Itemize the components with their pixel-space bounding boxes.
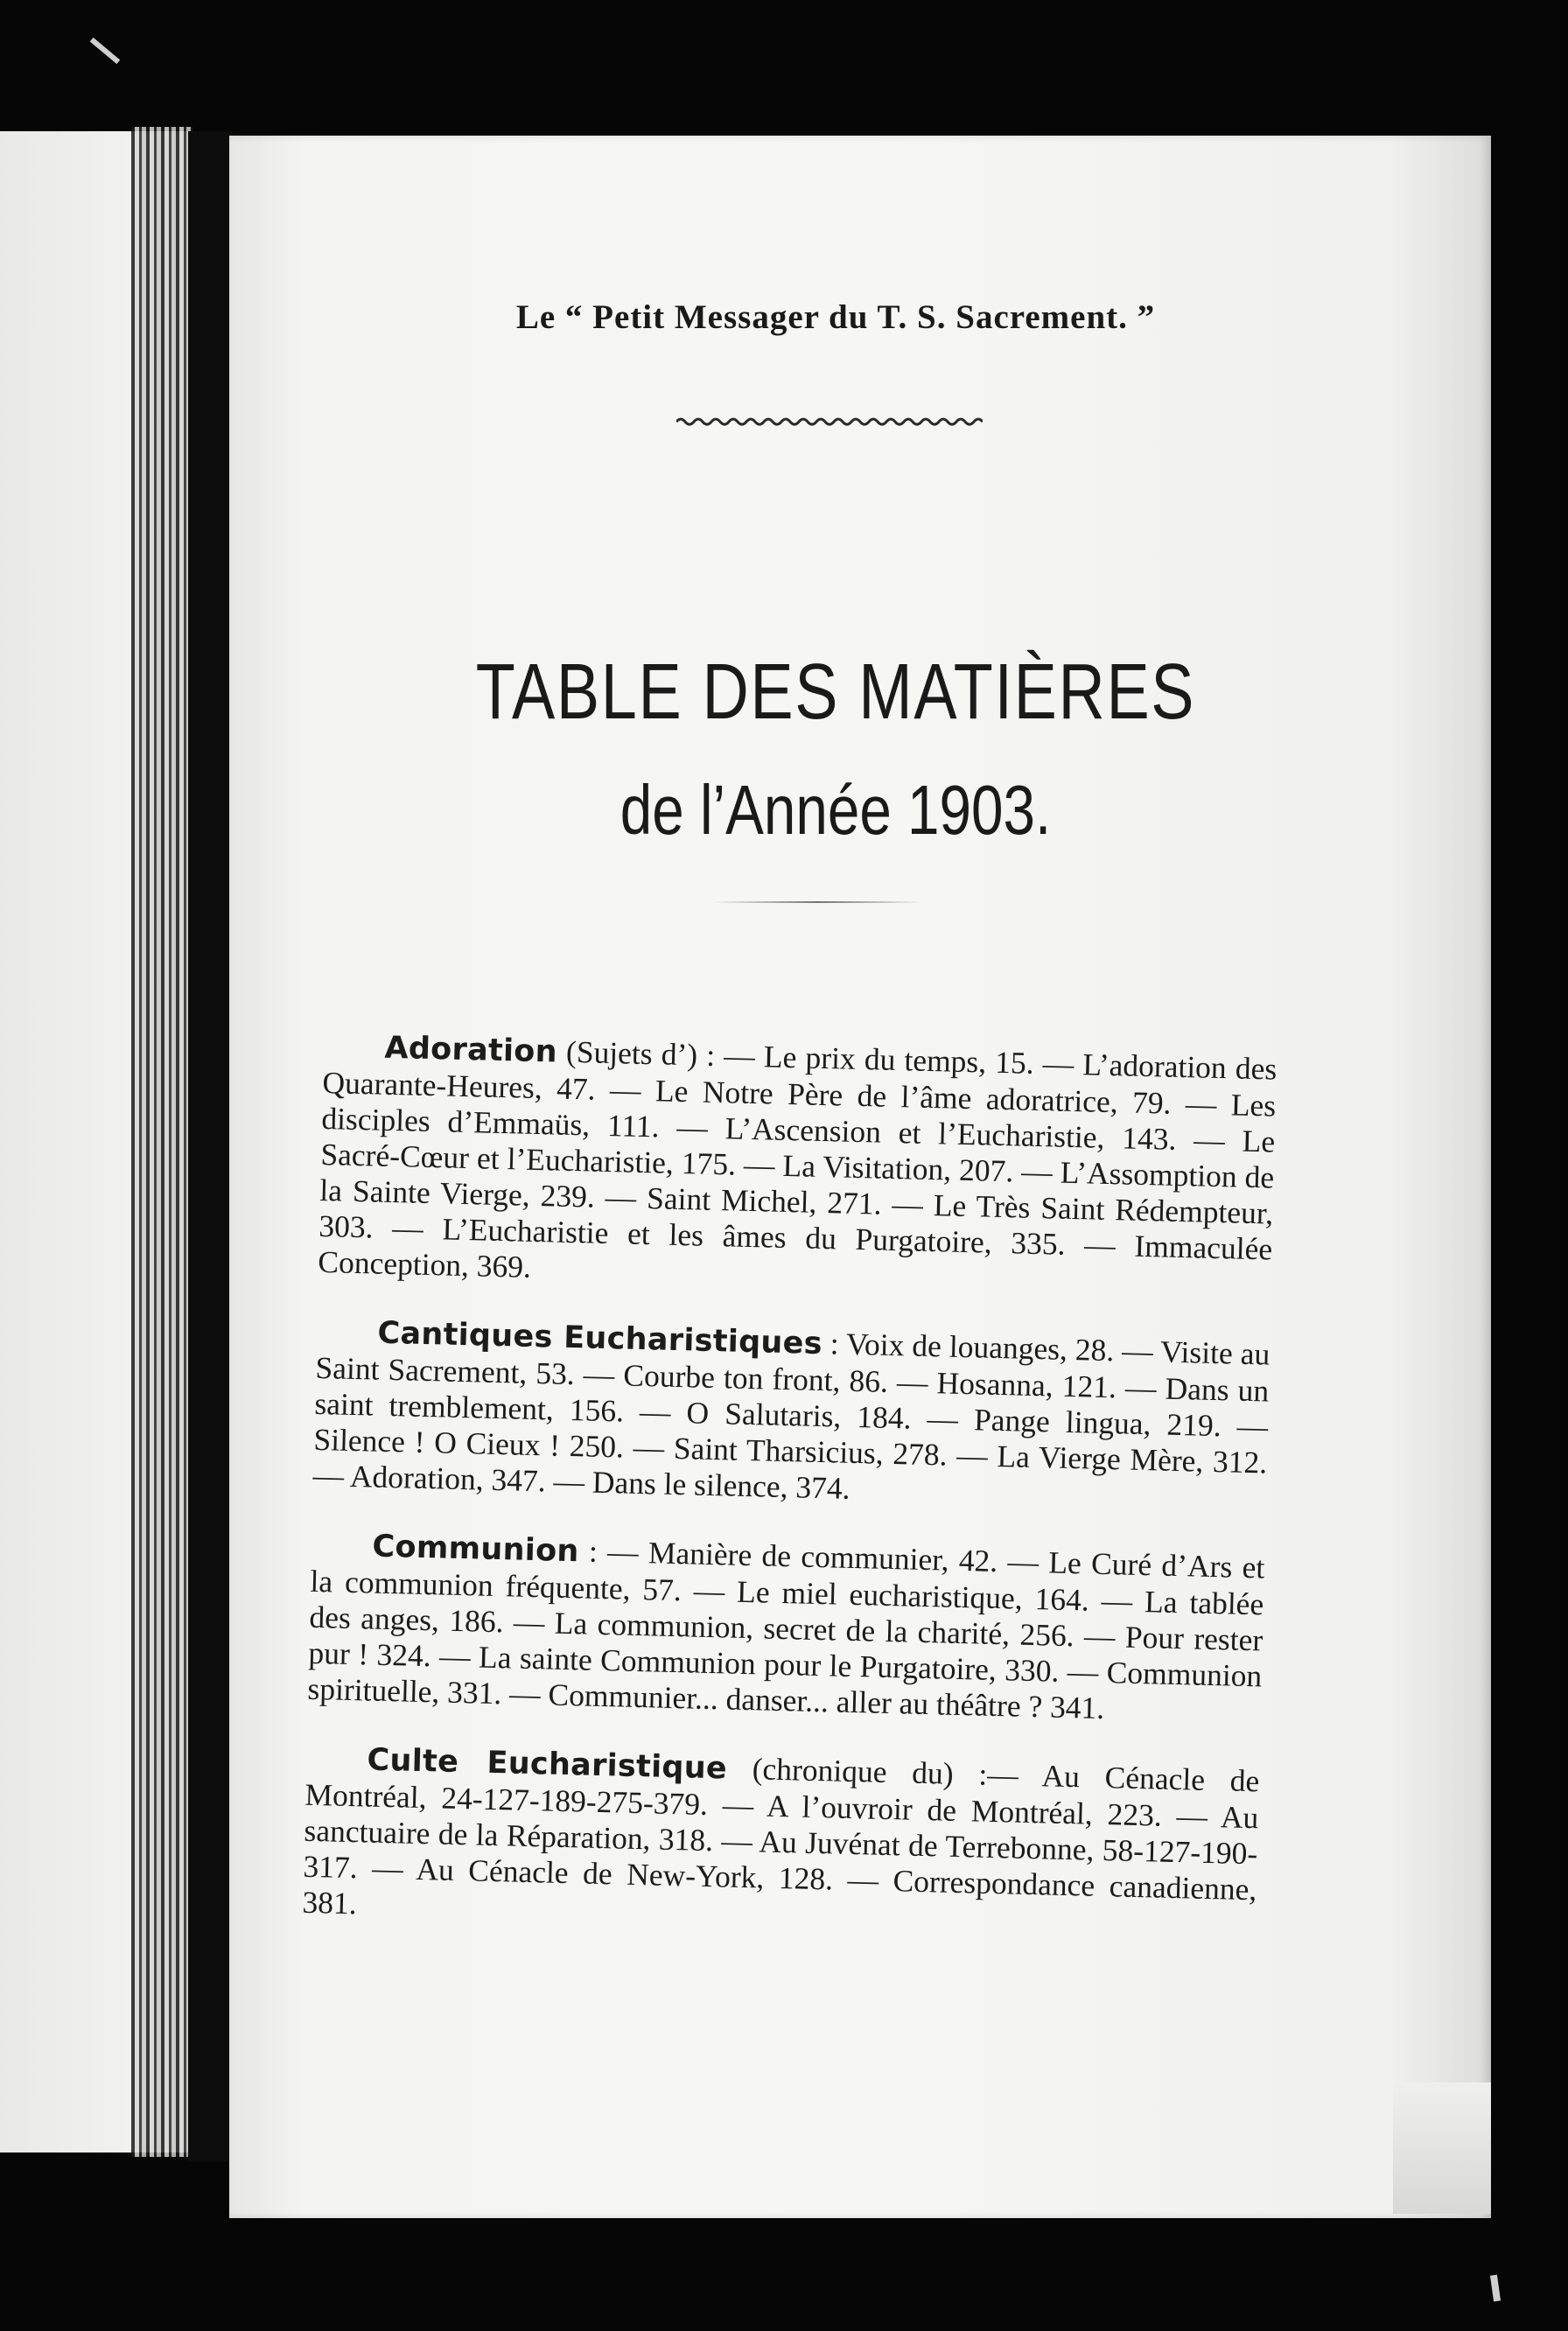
index-entries <box>301 1028 1278 1977</box>
running-header: Le “ Petit Messager du T. S. Sacrement. ” <box>515 298 1156 336</box>
entry-heading: Cantiques Eucharistiques <box>377 1315 823 1362</box>
entry-text: : — Manière de communier, 42. — Le Curé d’Ars et la communion fréquente, 57. — Le miel eucharistique, 164. — La tablée des anges, 186. — La communion, secret de la charité, 256. — Pour rester pur ! 324. — La sainte Communion pour le Purgatoire, 330. — Communion spirituelle, 331. — Communier... danser... aller au théâtre ? 341. <box>307 1533 1265 1726</box>
index-entry-cantiques <box>312 1313 1270 1517</box>
entry-text: : Voix de louanges, 28. — Visite au Saint Sacrement, 53. — Courbe ton front, 86. — Hosanna, 121. — Dans un saint tremblement, 156. — O Salutaris, 184. — Pange lingua, 219. — Silence ! O Cieux ! 250. — Saint Tharsicius, 278. — La Vierge Mère, 312. — Adoration, 347. — Dans le silence, 374. <box>312 1326 1270 1506</box>
page-fold <box>1393 2082 1491 2214</box>
entry-text: (Sujets d’) : — Le prix du temps, 15. — L’adoration des Quarante-Heures, 47. — Le Notre Père de l’âme adoratrice, 79. — Les disciples d’Emmaüs, 111. — L’Ascension et l’Eucharistie, 143. — Le Sacré-Cœur et l’Eucharistie, 175. — La Visitation, 207. — L’Assomption de la Sainte Vierge, 239. — Saint Michel, 271. — Le Très Saint Rédempteur, 303. — L’Eucharistie et les âmes du Purgatoire, 335. — Immaculée Conception, 369. <box>317 1033 1278 1284</box>
wavy-ornament <box>676 415 983 429</box>
page-subtitle: de l’Année 1903. <box>620 771 1052 849</box>
scan-mark <box>1490 2275 1501 2302</box>
page-title: TABLE DES MATIÈRES <box>475 648 1196 736</box>
entry-heading: Culte Eucharistique <box>367 1742 728 1787</box>
index-entry-culte <box>302 1740 1260 1944</box>
divider-rule <box>713 901 923 903</box>
entry-text: (chronique du) :— Au Cénacle de Montréal, 24-127-189-275-379. — A l’ouvroir de Montréal, 223. — Au sanctuaire de la Réparation, 318. — Au Juvénat de Terrebonne, 58-127-190-317. — Au Cénacle de New-York, 128. — Correspondance canadienne, 381. <box>302 1750 1260 1922</box>
entry-heading: Communion <box>372 1529 580 1570</box>
book-gutter <box>188 131 232 2161</box>
index-entry-communion <box>307 1527 1265 1731</box>
index-entry-adoration <box>318 1028 1278 1304</box>
scan-mark <box>90 38 120 64</box>
page-edges <box>131 127 192 2157</box>
entry-heading: Adoration <box>383 1030 558 1070</box>
